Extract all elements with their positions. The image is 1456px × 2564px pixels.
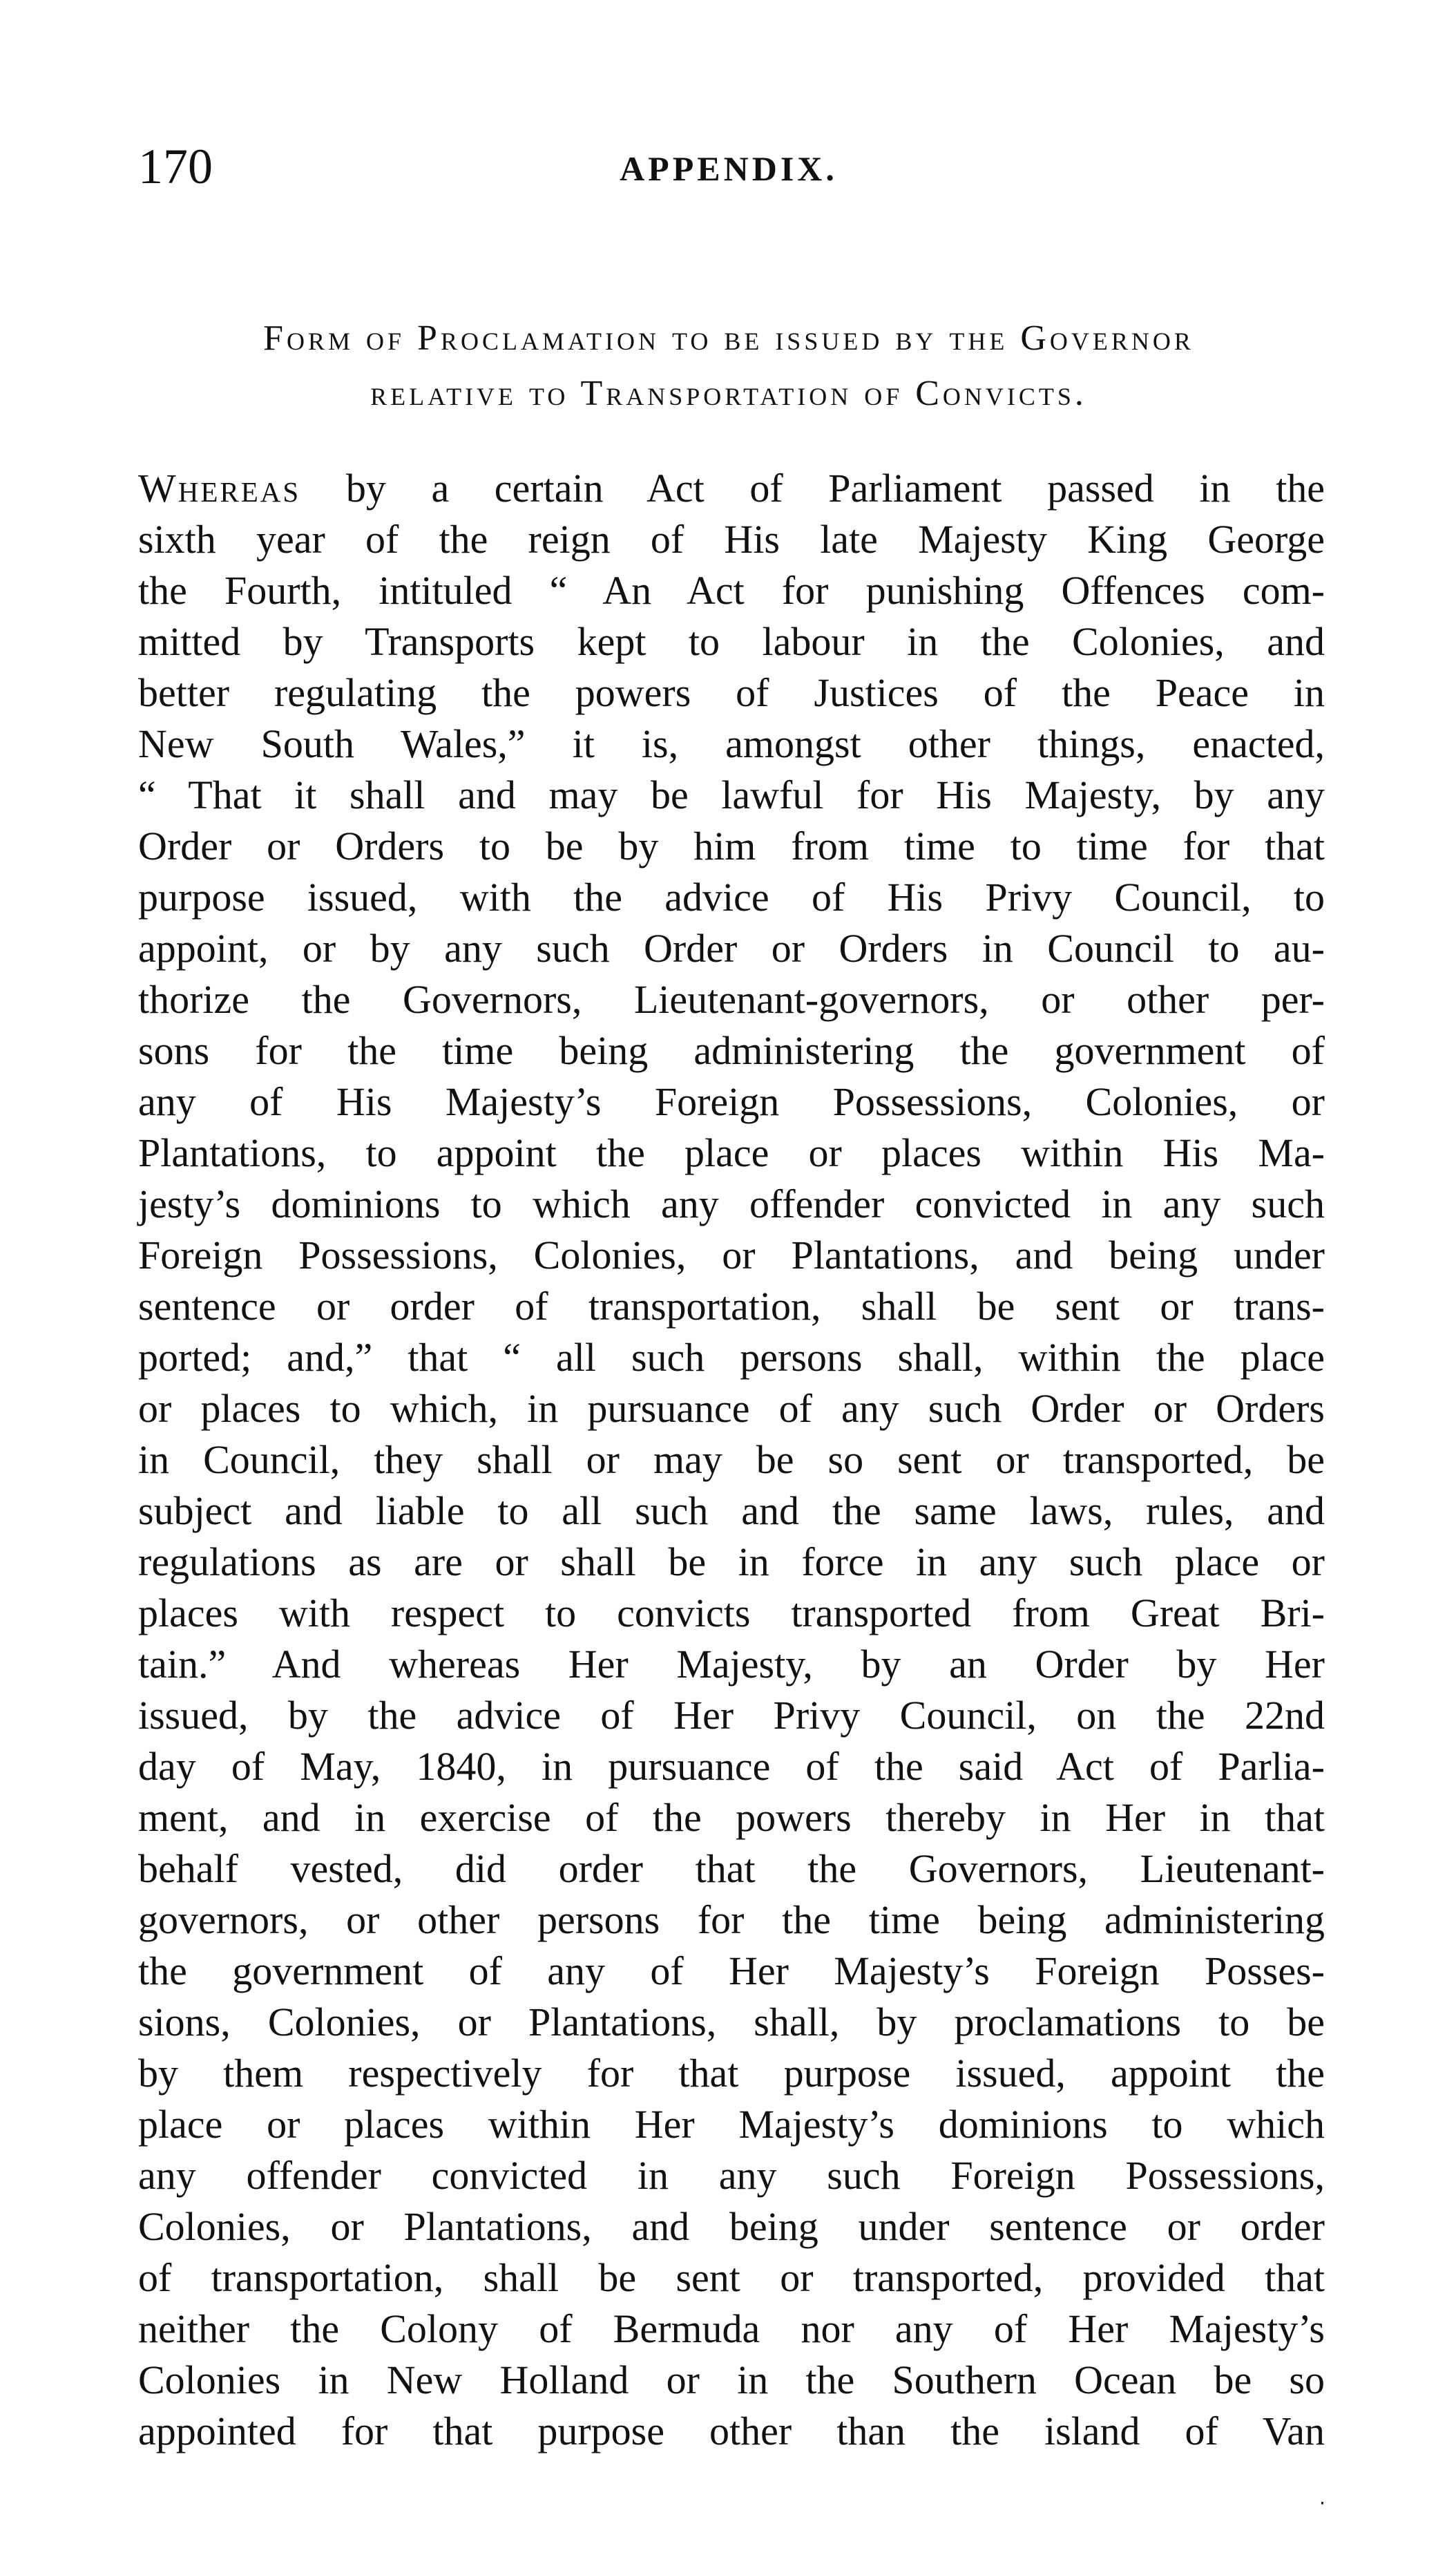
text-line: the government of any of Her Majesty’s Foreign Posses- xyxy=(138,1948,1325,1993)
text-line: mitted by Transports kept to labour in the Colonies, and xyxy=(138,619,1325,664)
running-head xyxy=(138,135,1319,198)
text-line: Foreign Possessions, Colonies, or Plantations, and being under xyxy=(138,1233,1325,1278)
text-line: the Fourth, intituled “ An Act for punishing Offences com- xyxy=(138,568,1325,613)
text-line: sentence or order of transportation, shall be sent or trans- xyxy=(138,1284,1325,1329)
text-line: place or places within Her Majesty’s dominions to which xyxy=(138,2102,1325,2147)
page-number: 170 xyxy=(138,139,213,194)
text-line: Plantations, to appoint the place or places within His Ma- xyxy=(138,1130,1325,1175)
text-line: any of His Majesty’s Foreign Possessions, Colonies, or xyxy=(138,1079,1325,1124)
text-line: any offender convicted in any such Foreign Possessions, xyxy=(138,2153,1325,2198)
text-line: appointed for that purpose other than the island of Van xyxy=(138,2409,1325,2453)
text-line: by them respectively for that purpose issued, appoint the xyxy=(138,2051,1325,2096)
section-heading xyxy=(138,311,1319,421)
text-line: in Council, they shall or may be so sent or transported, be xyxy=(138,1437,1325,1482)
text-line: behalf vested, did order that the Governors, Lieutenant- xyxy=(138,1846,1325,1891)
text-line: neither the Colony of Bermuda nor any of Her Majesty’s xyxy=(138,2306,1325,2351)
text-line: New South Wales,” it is, amongst other things, enacted, xyxy=(138,721,1325,766)
text-line: thorize the Governors, Lieutenant-governors, or other per- xyxy=(138,977,1325,1022)
text-line: sions, Colonies, or Plantations, shall, by proclamations to be xyxy=(138,2000,1325,2044)
running-title: APPENDIX. xyxy=(620,149,838,188)
text-line: ported; and,” that “ all such persons shall, within the place xyxy=(138,1335,1325,1380)
heading-line-1: Form of Proclamation to be issued by the Governor xyxy=(263,319,1194,358)
text-line: jesty’s dominions to which any offender convicted in any such xyxy=(138,1181,1325,1226)
text-line: sixth year of the reign of His late Majesty King George xyxy=(138,517,1325,562)
text-line: places with respect to convicts transported from Great Bri- xyxy=(138,1590,1325,1635)
first-line-rest: by a certain Act of Parliament passed in the xyxy=(300,466,1325,511)
text-line: “ That it shall and may be lawful for His Majesty, by any xyxy=(138,772,1325,817)
text-line: or places to which, in pursuance of any such Order or Orders xyxy=(138,1386,1325,1431)
text-line: governors, or other persons for the time being administering xyxy=(138,1897,1325,1942)
text-line: regulations as are or shall be in force in any such place or xyxy=(138,1539,1325,1584)
text-line: Order or Orders to be by him from time to time for that xyxy=(138,824,1325,868)
text-line: sons for the time being administering the government of xyxy=(138,1028,1325,1073)
printer-mark: ‧ xyxy=(1319,2494,1325,2515)
text-line: better regulating the powers of Justices of the Peace in xyxy=(138,670,1325,715)
body-text xyxy=(138,463,1325,2457)
text-line: subject and liable to all such and the same laws, rules, and xyxy=(138,1488,1325,1533)
text-line: day of May, 1840, in pursuance of the said Act of Parlia- xyxy=(138,1744,1325,1789)
text-line: Colonies, or Plantations, and being under sentence or order xyxy=(138,2204,1325,2249)
text-line: tain.” And whereas Her Majesty, by an Order by Her xyxy=(138,1642,1325,1687)
text-line-1 xyxy=(138,463,1325,514)
opening-word: Whereas xyxy=(138,466,301,511)
text-line: appoint, or by any such Order or Orders in Council to au- xyxy=(138,926,1325,971)
heading-line-2: relative to Transportation of Convicts. xyxy=(370,374,1087,413)
text-line: ment, and in exercise of the powers thereby in Her in that xyxy=(138,1795,1325,1840)
text-line: of transportation, shall be sent or transported, provided that xyxy=(138,2255,1325,2300)
text-line: purpose issued, with the advice of His Privy Council, to xyxy=(138,875,1325,920)
text-line: Colonies in New Holland or in the Southern Ocean be so xyxy=(138,2357,1325,2402)
text-line: issued, by the advice of Her Privy Council, on the 22nd xyxy=(138,1693,1325,1738)
